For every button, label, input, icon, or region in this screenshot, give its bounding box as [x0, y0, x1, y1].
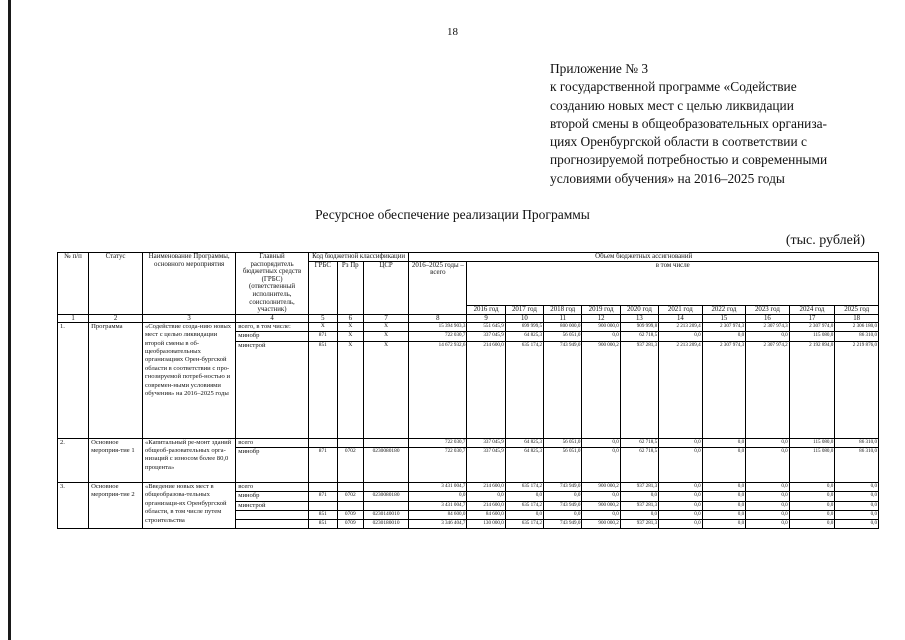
header-name: Наименование Программы, основного мероприятия: [142, 253, 235, 315]
column-index: 14: [659, 314, 703, 322]
row-code-rz: 0702: [337, 447, 363, 482]
row-grbs: всего: [236, 482, 309, 491]
row-year-value: 2 219 876,0: [835, 341, 879, 438]
header-year: 2016 год: [467, 306, 505, 315]
row-year-value: 0,0: [835, 492, 879, 501]
row-year-value: 0,0: [746, 438, 790, 447]
row-year-value: 635 174,2: [505, 482, 543, 491]
row-year-value: 0,0: [659, 520, 703, 529]
column-index: 6: [337, 314, 363, 322]
appendix-line: к государственной программе «Содействие: [550, 79, 797, 95]
table-body: [58, 314, 879, 528]
row-code-rz: 0709: [337, 511, 363, 520]
row-year-value: 0,0: [702, 511, 746, 520]
row-year-value: 214 600,0: [467, 501, 505, 510]
row-number: 3.: [58, 482, 89, 528]
header-no: № п/п: [58, 253, 89, 315]
column-index: 10: [505, 314, 543, 322]
row-number: 2.: [58, 438, 89, 482]
table-row: [58, 482, 879, 491]
row-code-rz: 0709: [337, 520, 363, 529]
row-year-value: 2 192 894,0: [789, 341, 835, 438]
header-status: Статус: [89, 253, 143, 315]
row-year-value: 0,0: [467, 492, 505, 501]
row-code-csr: X: [363, 322, 409, 331]
header-budget-code: Код бюджетной классификации: [308, 253, 409, 262]
row-status: Основное мероприя-тие 2: [89, 482, 143, 528]
row-total: 14 672 932,6: [409, 341, 467, 438]
header-year: 2018 год: [544, 306, 582, 315]
row-year-value: 0,0: [702, 482, 746, 491]
row-year-value: 0,0: [659, 438, 703, 447]
row-code-grbs: [308, 438, 337, 447]
row-name: «Капитальный ре-монт зданий общеоб-разовательных орга-низаций с износом более 80,0 процента»: [142, 438, 235, 482]
header-including: в том числе: [467, 261, 879, 306]
row-year-value: 0,0: [702, 492, 746, 501]
row-grbs: минобр: [236, 492, 309, 501]
row-total: 3 431 004,7: [409, 482, 467, 491]
row-year-value: 0,0: [746, 447, 790, 482]
row-code-grbs: 871: [308, 332, 337, 341]
column-index: 8: [409, 314, 467, 322]
appendix-line: циях Оренбургской области в соответствии с: [550, 134, 807, 150]
row-year-value: 0,0: [620, 511, 658, 520]
row-total: 722 030,7: [409, 332, 467, 341]
row-year-value: 64 825,3: [505, 447, 543, 482]
row-grbs: всего: [236, 438, 309, 447]
row-year-value: 743 949,0: [544, 341, 582, 438]
row-year-value: 743 949,0: [544, 501, 582, 510]
row-code-rz: X: [337, 341, 363, 438]
table-row: [58, 438, 879, 447]
row-year-value: 86 310,0: [835, 447, 879, 482]
appendix-line: созданию новых мест с целью ликвидации: [550, 97, 794, 113]
row-year-value: 64 825,3: [505, 438, 543, 447]
row-year-value: 937 281,3: [620, 482, 658, 491]
row-code-grbs: X: [308, 322, 337, 331]
row-year-value: 635 174,2: [505, 520, 543, 529]
row-year-value: 0,0: [659, 447, 703, 482]
row-year-value: 2 307 974,3: [746, 322, 790, 331]
row-year-value: 56 051,0: [544, 332, 582, 341]
row-year-value: 0,0: [746, 511, 790, 520]
row-year-value: 337 045,9: [467, 447, 505, 482]
row-year-value: 0,0: [659, 511, 703, 520]
header-year: 2017 год: [505, 306, 543, 315]
row-year-value: 0,0: [505, 492, 543, 501]
row-year-value: 0,0: [789, 501, 835, 510]
column-index: 3: [142, 314, 235, 322]
row-total: 84 600,0: [409, 511, 467, 520]
row-year-value: 0,0: [544, 511, 582, 520]
row-code-csr: 0230140010: [363, 511, 409, 520]
header-grbs: Главный распорядитель бюджетных средств (ГРБС) (ответственный исполнитель, соисполнитель, участник): [236, 253, 309, 315]
row-code-csr: 0230080180: [363, 492, 409, 501]
row-code-csr: X: [363, 341, 409, 438]
row-total: 722 030,7: [409, 438, 467, 447]
row-code-csr: 0230180010: [363, 520, 409, 529]
header-code-rz: Рз Пр: [337, 261, 363, 314]
row-code-csr: [363, 501, 409, 510]
row-year-value: 909 999,8: [620, 322, 658, 331]
row-year-value: 115 080,0: [789, 438, 835, 447]
row-year-value: 84 600,0: [467, 511, 505, 520]
header-code-csr: ЦСР: [363, 261, 409, 314]
row-year-value: 2 307 974,0: [789, 322, 835, 331]
header-year: 2019 год: [582, 306, 620, 315]
row-code-grbs: 851: [308, 520, 337, 529]
header-year: 2022 год: [702, 306, 746, 315]
appendix-line: Приложение № 3: [550, 61, 649, 76]
units-label: (тыс. рублей): [785, 233, 865, 248]
row-year-value: 937 281,3: [620, 501, 658, 510]
row-status: Основное мероприя-тие 1: [89, 438, 143, 482]
header-year: 2020 год: [620, 306, 658, 315]
row-year-value: 0,0: [789, 492, 835, 501]
row-year-value: 0,0: [702, 332, 746, 341]
row-code-csr: 0230080180: [363, 447, 409, 482]
row-name: «Содействие созда-нию новых мест с целью ликвидации второй смены в об-щеобразовательных организациях Орен-бургской области в соответствии с про-гнозируемой потреб-ностью и современ-ными условиями обучения» на 2016–2025 годы: [142, 322, 235, 438]
row-total: 3 346 404,7: [409, 520, 467, 529]
row-year-value: 0,0: [835, 482, 879, 491]
column-index: 4: [236, 314, 309, 322]
page-edge-shadow: [8, 0, 11, 640]
row-year-value: 0,0: [659, 482, 703, 491]
column-index: 18: [835, 314, 879, 322]
row-year-value: 0,0: [582, 438, 620, 447]
row-year-value: 0,0: [702, 447, 746, 482]
column-index: 7: [363, 314, 409, 322]
row-grbs: [236, 511, 309, 520]
appendix-line: условиями обучения» на 2016–2025 годы: [550, 170, 785, 186]
row-year-value: 0,0: [659, 492, 703, 501]
header-year: 2021 год: [659, 306, 703, 315]
row-year-value: 337 045,9: [467, 438, 505, 447]
row-name: «Введение новых мест в общеобразова-тельных организаци-ях Оренбургской области, в том числе путем строительства: [142, 482, 235, 528]
row-year-value: 2 307 974,2: [746, 341, 790, 438]
row-year-value: 900 000,0: [582, 322, 620, 331]
row-year-value: 900 000,2: [582, 482, 620, 491]
document-title: Ресурсное обеспечение реализации Программы: [315, 207, 590, 222]
row-year-value: 0,0: [659, 332, 703, 341]
row-year-value: 699 999,5: [505, 322, 543, 331]
row-grbs: минобр: [236, 447, 309, 482]
row-grbs: минстрой: [236, 501, 309, 510]
row-year-value: 62 718,5: [620, 438, 658, 447]
row-year-value: 0,0: [620, 492, 658, 501]
row-year-value: 743 949,0: [544, 482, 582, 491]
header-volume: Объем бюджетных ассигнований: [409, 253, 879, 262]
row-year-value: 0,0: [746, 492, 790, 501]
row-number: 1.: [58, 322, 89, 438]
row-year-value: 2 213 209,4: [659, 322, 703, 331]
row-year-value: 2 307 974,3: [702, 341, 746, 438]
row-total: 722 030,7: [409, 447, 467, 482]
row-year-value: 0,0: [835, 520, 879, 529]
row-total: 3 431 004,7: [409, 501, 467, 510]
table-header: [58, 253, 879, 315]
row-year-value: 2 213 209,4: [659, 341, 703, 438]
column-index: 2: [89, 314, 143, 322]
row-year-value: 0,0: [835, 511, 879, 520]
row-code-grbs: [308, 501, 337, 510]
row-code-grbs: 851: [308, 511, 337, 520]
row-year-value: 86 310,0: [835, 438, 879, 447]
row-year-value: 337 045,9: [467, 332, 505, 341]
column-index: 11: [544, 314, 582, 322]
row-year-value: 115 080,0: [789, 332, 835, 341]
row-code-rz: [337, 438, 363, 447]
row-year-value: 2 307 974,3: [702, 322, 746, 331]
row-code-rz: [337, 501, 363, 510]
table-row: [58, 322, 879, 331]
row-year-value: 0,0: [544, 492, 582, 501]
row-code-rz: 0702: [337, 492, 363, 501]
row-year-value: 743 949,0: [544, 520, 582, 529]
header-total: 2016–2025 годы – всего: [409, 261, 467, 314]
row-year-value: 214 600,0: [467, 341, 505, 438]
row-year-value: 62 718,5: [620, 447, 658, 482]
row-total: 15 394 903,3: [409, 322, 467, 331]
row-year-value: 56 051,0: [544, 447, 582, 482]
page-number: 18: [447, 26, 458, 38]
row-year-value: 0,0: [582, 511, 620, 520]
row-year-value: 937 281,3: [620, 520, 658, 529]
row-year-value: 635 174,2: [505, 341, 543, 438]
row-code-grbs: 851: [308, 341, 337, 438]
row-grbs: [236, 520, 309, 529]
row-year-value: 0,0: [746, 332, 790, 341]
row-year-value: 86 310,0: [835, 332, 879, 341]
row-year-value: 0,0: [702, 438, 746, 447]
row-code-csr: [363, 482, 409, 491]
header-code-grbs: ГРБС: [308, 261, 337, 314]
row-year-value: 130 000,0: [467, 520, 505, 529]
row-status: Программа: [89, 322, 143, 438]
column-index: 5: [308, 314, 337, 322]
column-index: 13: [620, 314, 658, 322]
row-year-value: 0,0: [702, 501, 746, 510]
row-year-value: 2 306 180,0: [835, 322, 879, 331]
column-index: 1: [58, 314, 89, 322]
row-code-rz: [337, 482, 363, 491]
column-index: 17: [789, 314, 835, 322]
column-index: 9: [467, 314, 505, 322]
appendix-line: второй смены в общеобразовательных организа-: [550, 115, 828, 131]
row-year-value: 115 080,0: [789, 447, 835, 482]
row-code-rz: X: [337, 322, 363, 331]
row-year-value: 64 825,3: [505, 332, 543, 341]
row-year-value: 0,0: [746, 520, 790, 529]
column-index: 15: [702, 314, 746, 322]
row-year-value: 56 051,0: [544, 438, 582, 447]
row-year-value: 551 645,9: [467, 322, 505, 331]
row-total: 0,0: [409, 492, 467, 501]
row-year-value: 800 000,0: [544, 322, 582, 331]
row-year-value: 0,0: [505, 511, 543, 520]
row-grbs: минстрой: [236, 341, 309, 438]
row-year-value: 937 281,3: [620, 341, 658, 438]
header-year: 2023 год: [746, 306, 790, 315]
header-year: 2024 год: [789, 306, 835, 315]
row-year-value: 0,0: [835, 501, 879, 510]
row-year-value: 0,0: [789, 511, 835, 520]
resource-table: [57, 252, 879, 529]
row-year-value: 0,0: [746, 501, 790, 510]
row-code-rz: X: [337, 332, 363, 341]
row-year-value: 0,0: [746, 482, 790, 491]
row-year-value: 635 174,2: [505, 501, 543, 510]
row-year-value: 900 000,2: [582, 341, 620, 438]
header-year: 2025 год: [835, 306, 879, 315]
row-code-csr: [363, 438, 409, 447]
row-year-value: 900 000,2: [582, 501, 620, 510]
row-year-value: 62 718,5: [620, 332, 658, 341]
row-code-grbs: 871: [308, 447, 337, 482]
row-grbs: минобр: [236, 332, 309, 341]
row-year-value: 0,0: [789, 482, 835, 491]
appendix-line: прогнозируемой потребностью и современными: [550, 152, 828, 168]
row-code-grbs: 871: [308, 492, 337, 501]
column-index: 12: [582, 314, 620, 322]
row-code-csr: X: [363, 332, 409, 341]
row-code-grbs: [308, 482, 337, 491]
column-index-row: [58, 314, 879, 322]
row-year-value: 900 000,2: [582, 520, 620, 529]
row-year-value: 0,0: [789, 520, 835, 529]
row-year-value: 0,0: [582, 447, 620, 482]
row-year-value: 0,0: [582, 492, 620, 501]
row-year-value: 0,0: [659, 501, 703, 510]
row-year-value: 0,0: [582, 332, 620, 341]
row-grbs: всего, в том числе:: [236, 322, 309, 331]
column-index: 16: [746, 314, 790, 322]
row-year-value: 214 600,0: [467, 482, 505, 491]
appendix-header: [550, 60, 880, 188]
row-year-value: 0,0: [702, 520, 746, 529]
